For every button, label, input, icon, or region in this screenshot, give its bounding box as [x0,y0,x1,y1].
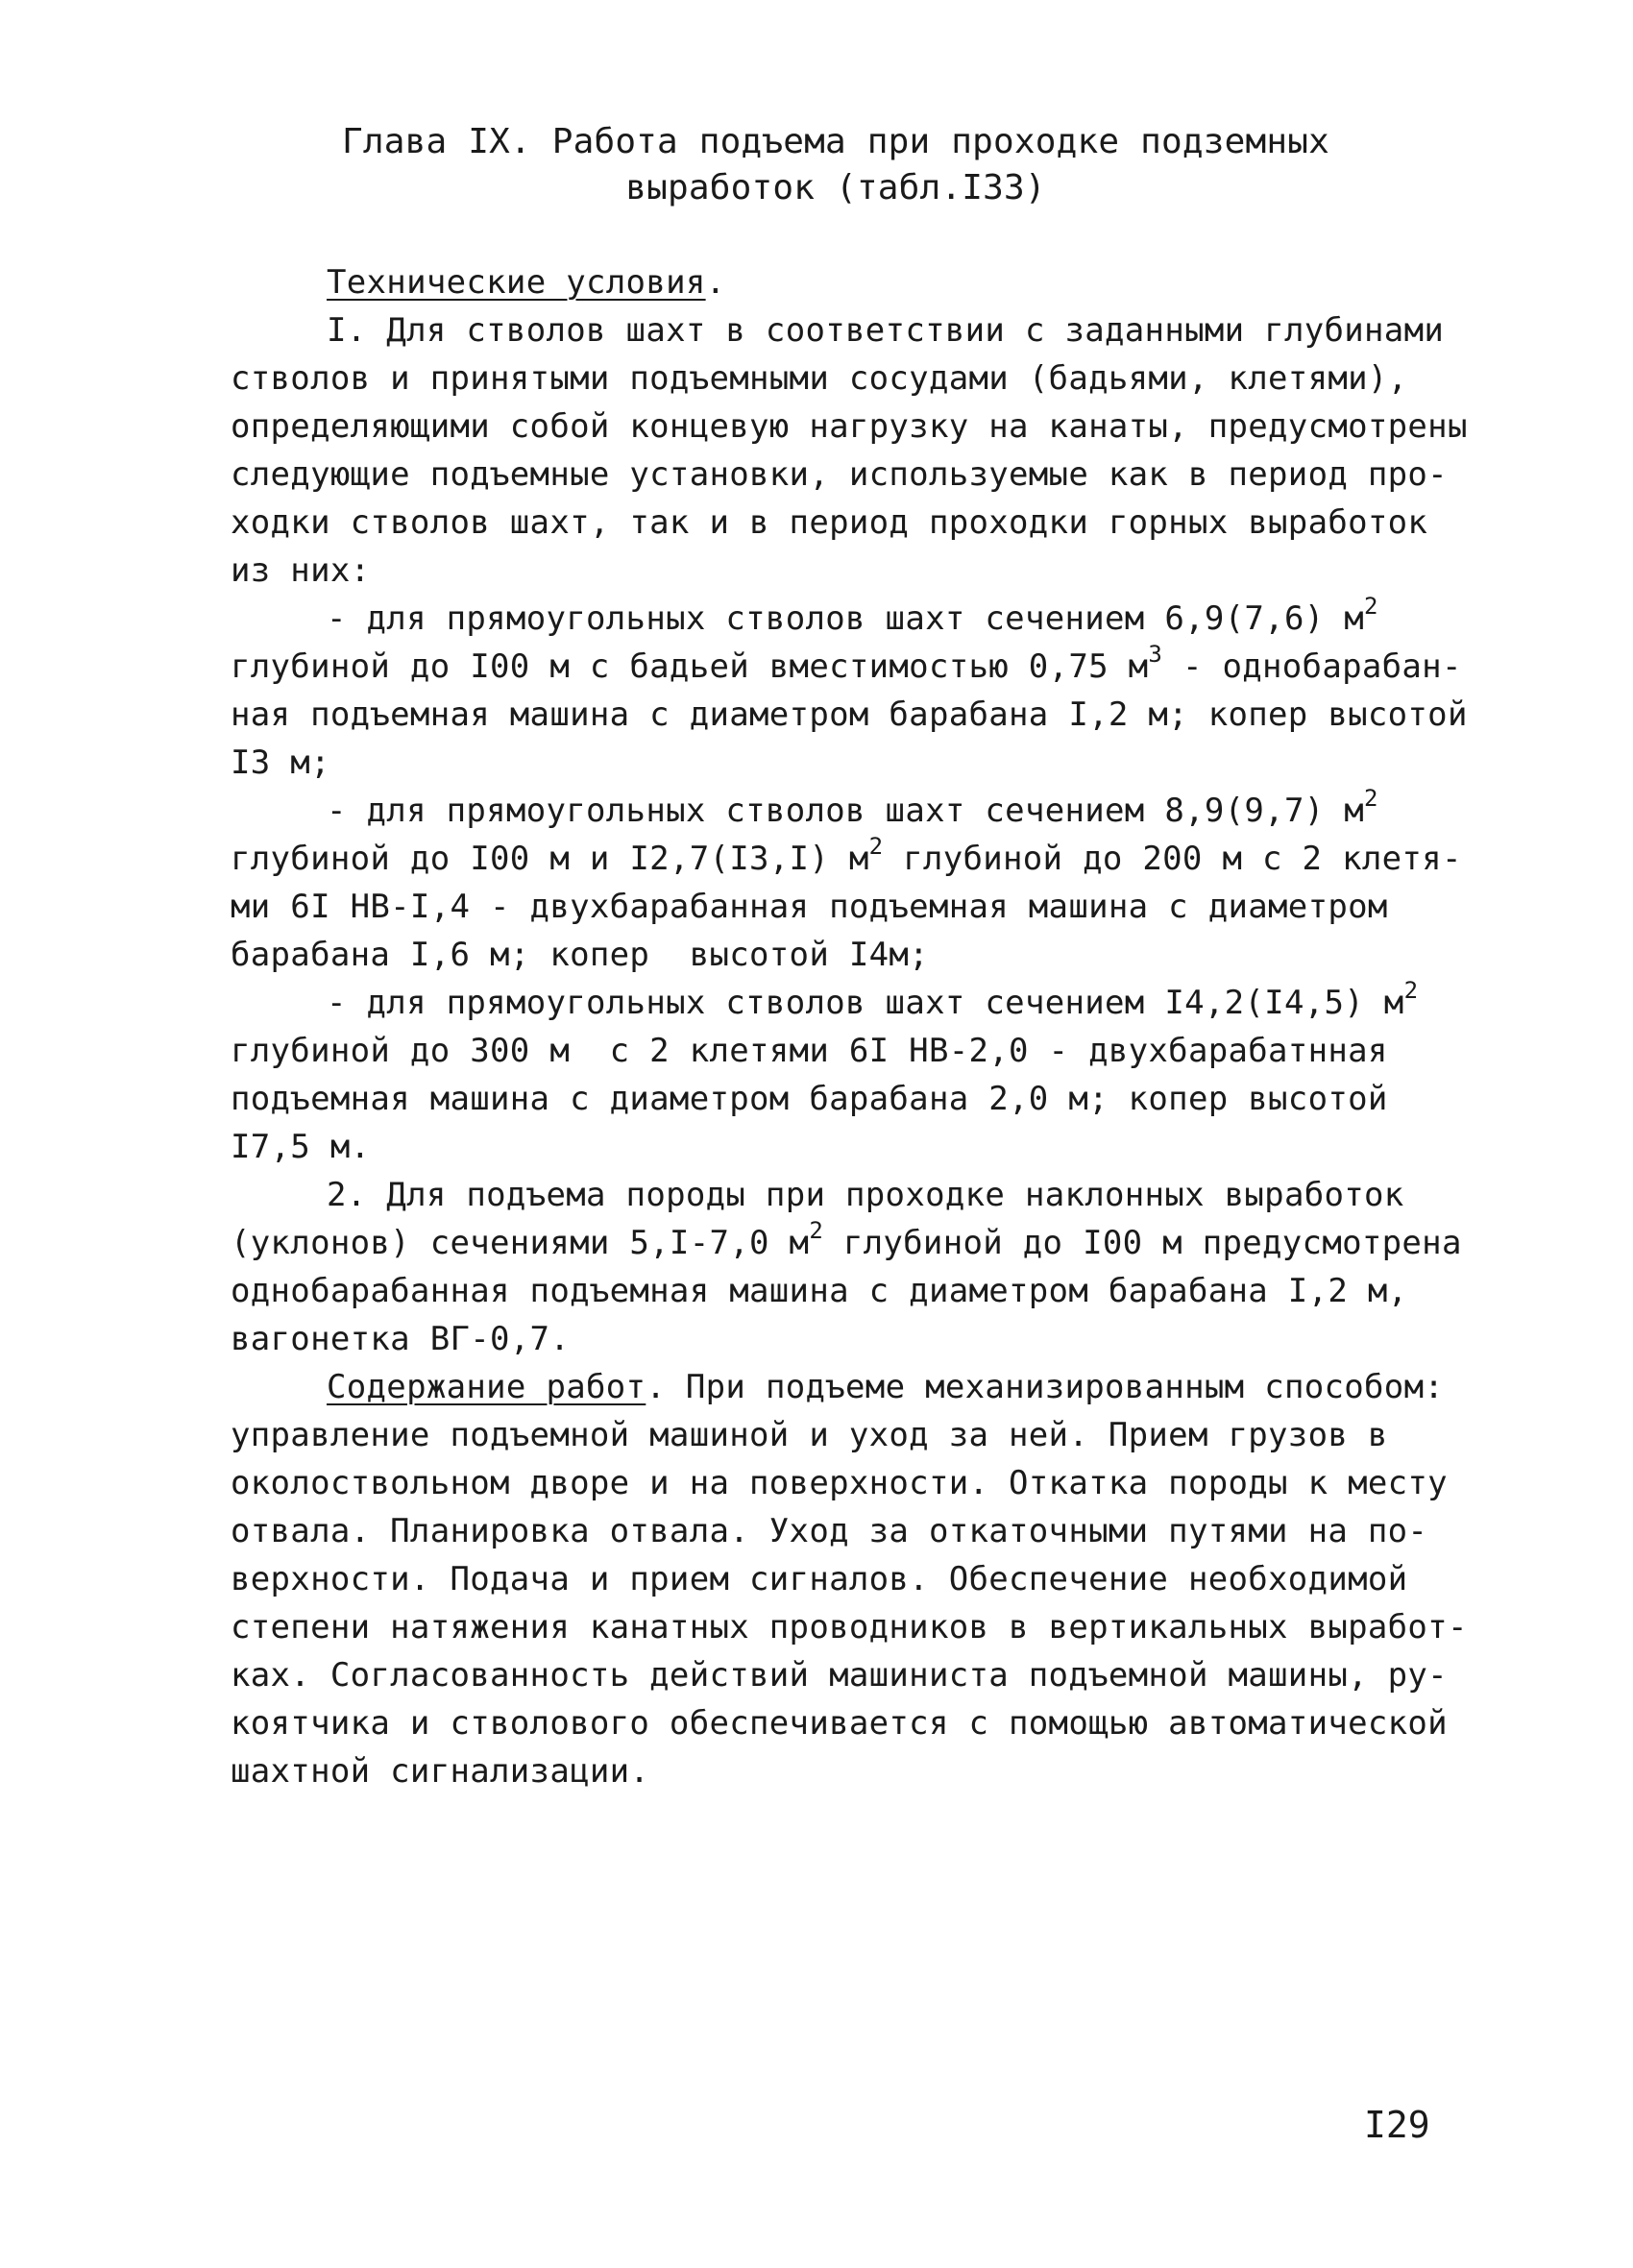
paragraph-line: ходки стволов шахт, так и в период проходки горных выработок [231,503,1428,542]
paragraph-line: шахтной сигнализации. [231,1752,650,1791]
item-1-line-4: I3 м; [231,744,330,782]
item-4-line-3: однобарабанная подъемная машина с диаметром барабана I,2 м, [231,1272,1408,1310]
item-3-line-1: - для прямоугольных стволов шахт сечением I4,2(I4,5) $м^2$ [327,976,1419,1022]
paragraph-line: ках. Согласованность действий машиниста подъемной машины, ру- [231,1656,1448,1695]
chapter-title-line-2: выработок (табл.I33) [625,168,1046,207]
paragraph-line: околоствольном дворе и на поверхности. Откатка породы к месту [231,1464,1448,1502]
paragraph-line: следующие подъемные установки, используемые как в период про- [231,455,1448,494]
paragraph-line: коятчика и стволового обеспечивается с помощью автоматической [231,1704,1448,1743]
page-number: I29 [1364,2104,1430,2146]
chapter-title-line-1: Глава IX. Работа подъема при проходке подземных [341,122,1330,161]
section-title-technical: Технические условия [327,263,706,302]
section-heading-technical-conditions: Технические условия. [327,263,726,302]
item-2-line-1: - для прямоугольных стволов шахт сечением 8,9(9,7) $м^2$ [327,784,1378,830]
item-1-line-3: ная подъемная машина с диаметром барабана I,2 м; копер высотой [231,695,1468,734]
paragraph-line: из них: [231,551,371,590]
item-4-line-4: вагонетка ВГ-0,7. [231,1320,571,1358]
paragraph-line: определяющими собой концевую нагрузку на канаты, предусмотрены [231,407,1468,446]
item-2-line-2: глубиной до I00 м и I2,7(I3,I) $м^2$ глубиной до 200 м с 2 клетя- [231,832,1462,878]
item-1-line-1: - для прямоугольных стволов шахт сечением 6,9(7,6) $м^2$ [327,592,1378,638]
section-title-work: Содержание работ [327,1368,646,1406]
paragraph-line: стволов и принятыми подъемными сосудами (бадьями, клетями), [231,359,1408,398]
paragraph-line: управление подъемной машиной и уход за ней. Прием грузов в [231,1416,1388,1454]
paragraph-line: верхности. Подача и прием сигналов. Обеспечение необходимой [231,1560,1408,1598]
item-1-line-2: глубиной до I00 м с бадьей вместимостью 0,75 $м^3$ - однобарабан- [231,640,1462,686]
paragraph-line: отвала. Планировка отвала. Уход за откаточными путями на по- [231,1512,1428,1550]
item-4-line-1: 2. Для подъема породы при проходке наклонных выработок [327,1176,1404,1214]
item-2-line-3: ми 6I НВ-I,4 - двухбарабанная подъемная машина с диаметром [231,888,1388,926]
item-3-line-4: I7,5 м. [231,1128,371,1166]
paragraph-line: степени натяжения канатных проводников в вертикальных выработ- [231,1608,1468,1646]
section-heading-work-content: Содержание работ. При подъеме механизированным способом: [327,1368,1445,1406]
item-2-line-4: барабана I,6 м; копер высотой I4м; [231,936,929,974]
item-3-line-3: подъемная машина с диаметром барабана 2,0 м; копер высотой [231,1080,1388,1118]
item-4-line-2: (уклонов) сечениями 5,I-7,0 $м^2$ глубиной до I00 м предусмотрена [231,1216,1462,1262]
item-3-line-2: глубиной до 300 м с 2 клетями 6I НВ-2,0 - двухбарабатнная [231,1032,1388,1070]
paragraph-line: I. Для стволов шахт в соответствии с заданными глубинами [327,311,1445,350]
